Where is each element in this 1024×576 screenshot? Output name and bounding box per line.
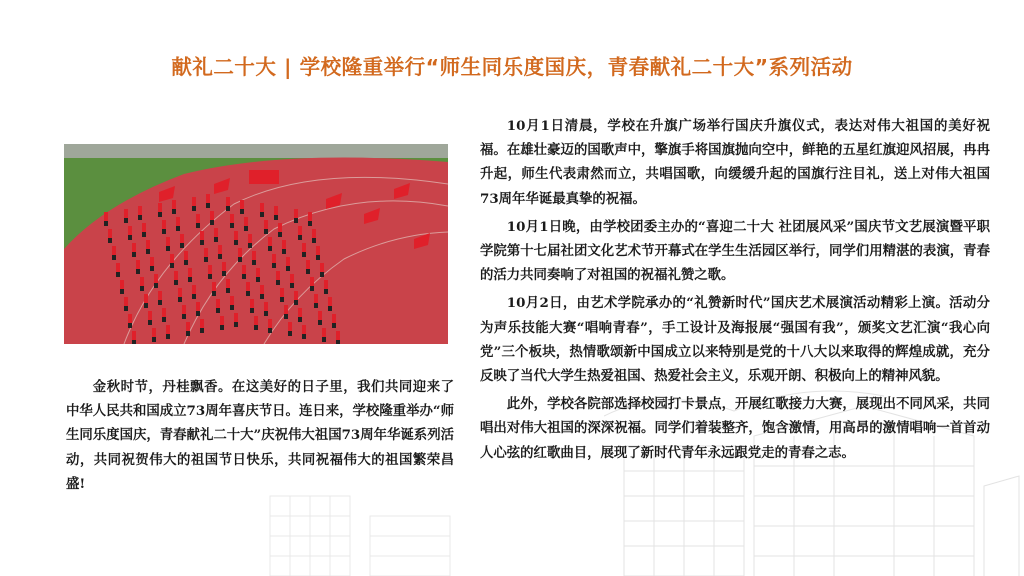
performer-legs bbox=[146, 249, 150, 254]
performer-legs bbox=[278, 232, 282, 237]
performer bbox=[154, 274, 158, 283]
performer-legs bbox=[152, 337, 156, 342]
performer bbox=[268, 319, 272, 328]
performer bbox=[142, 223, 146, 232]
performer-legs bbox=[196, 223, 200, 228]
performer bbox=[152, 328, 156, 337]
performer bbox=[336, 331, 340, 340]
performer bbox=[230, 296, 234, 305]
performer-legs bbox=[124, 218, 128, 223]
performer bbox=[192, 197, 196, 206]
performer-legs bbox=[180, 243, 184, 248]
performer bbox=[176, 217, 180, 226]
performer bbox=[252, 251, 256, 260]
performer-legs bbox=[302, 334, 306, 339]
performer-legs bbox=[302, 252, 306, 257]
performer-legs bbox=[268, 246, 272, 251]
performer bbox=[294, 209, 298, 218]
performer bbox=[104, 212, 108, 221]
performer-legs bbox=[252, 260, 256, 265]
performer-legs bbox=[178, 297, 182, 302]
performer-legs bbox=[150, 266, 154, 271]
performer-legs bbox=[260, 212, 264, 217]
performer bbox=[170, 254, 174, 263]
performer bbox=[128, 226, 132, 235]
performer bbox=[260, 285, 264, 294]
performer-legs bbox=[280, 297, 284, 302]
performer bbox=[208, 265, 212, 274]
page-title: 献礼二十大 | 学校隆重举行“师生同乐度国庆，青春献礼二十大”系列活动 bbox=[171, 55, 853, 79]
performer bbox=[306, 260, 310, 269]
performer bbox=[108, 229, 112, 238]
performer bbox=[158, 203, 162, 212]
performer bbox=[216, 299, 220, 308]
performer-legs bbox=[186, 331, 190, 336]
performer bbox=[280, 288, 284, 297]
performer bbox=[206, 194, 210, 203]
performer bbox=[234, 231, 238, 240]
performer bbox=[116, 263, 120, 272]
performer-legs bbox=[176, 226, 180, 231]
performer bbox=[246, 282, 250, 291]
performer-legs bbox=[322, 337, 326, 342]
performer-legs bbox=[282, 249, 286, 254]
performer-legs bbox=[144, 303, 148, 308]
performer-legs bbox=[318, 320, 322, 325]
performer bbox=[272, 254, 276, 263]
performer bbox=[290, 274, 294, 283]
performer-legs bbox=[220, 325, 224, 330]
performer-legs bbox=[268, 328, 272, 333]
performer-legs bbox=[210, 220, 214, 225]
performer-legs bbox=[154, 283, 158, 288]
paragraph-art-show: 10月2日，由艺术学院承办的“礼赞新时代”国庆艺术展演活动精彩上演。活动分为声乐技能大赛“唱响青春”，手工设计及海报展“强国有我”，颁奖文艺汇演“我心向党”三个板块，热情歌颂新中国成立以来特别是党的十八大以来取得的辉煌成就，充分反映了当代大学生热爱祖国、热爱社会主义，乐观开朗、积极向上的精神风貌。 bbox=[480, 295, 990, 385]
performer-legs bbox=[196, 311, 200, 316]
performer-legs bbox=[172, 209, 176, 214]
performer bbox=[242, 265, 246, 274]
performer bbox=[158, 291, 162, 300]
performer bbox=[174, 271, 178, 280]
performer-legs bbox=[284, 314, 288, 319]
performer bbox=[248, 234, 252, 243]
performer-legs bbox=[158, 300, 162, 305]
paragraph-red-songs: 此外，学校各院部选择校园打卡景点，开展红歌接力大赛，展现出不同风采，共同唱出对伟大祖国的深深祝福。同学们着装整齐，饱含激情，用高昂的激情唱响一首首动人心弦的红歌曲目，展现了新时代青年永远跟党走的青春之志。 bbox=[480, 396, 990, 461]
performer bbox=[124, 209, 128, 218]
performer-legs bbox=[290, 283, 294, 288]
performer-legs bbox=[294, 300, 298, 305]
performer bbox=[180, 234, 184, 243]
performer-legs bbox=[216, 308, 220, 313]
performer bbox=[264, 220, 268, 229]
performer bbox=[212, 282, 216, 291]
performer bbox=[240, 200, 244, 209]
performer-legs bbox=[234, 240, 238, 245]
performer-legs bbox=[272, 263, 276, 268]
performer bbox=[244, 217, 248, 226]
performer-legs bbox=[264, 311, 268, 316]
performer-legs bbox=[200, 328, 204, 333]
photo-large-flag bbox=[249, 170, 279, 184]
performer bbox=[162, 308, 166, 317]
performer bbox=[308, 212, 312, 221]
performer bbox=[188, 268, 192, 277]
performer-legs bbox=[184, 260, 188, 265]
performer-legs bbox=[182, 314, 186, 319]
performer-legs bbox=[276, 280, 280, 285]
performer-legs bbox=[248, 243, 252, 248]
performer-legs bbox=[312, 238, 316, 243]
performer-legs bbox=[306, 269, 310, 274]
performer bbox=[200, 231, 204, 240]
performer bbox=[182, 305, 186, 314]
paragraph-evening-gala: 10月1日晚，由学校团委主办的“喜迎二十大 社团展风采”国庆节文艺展演暨平职学院第十七届社团文化艺术节开幕式在学生生活园区举行，同学们用精湛的表演，青春的活力共同奏响了对祖国的祝福礼赞之歌。 bbox=[480, 218, 990, 284]
performer-legs bbox=[310, 286, 314, 291]
performer bbox=[186, 322, 190, 331]
performer bbox=[324, 280, 328, 289]
performer-legs bbox=[128, 235, 132, 240]
performer bbox=[112, 246, 116, 255]
performer bbox=[166, 325, 170, 334]
performer-legs bbox=[332, 323, 336, 328]
performer-legs bbox=[230, 223, 234, 228]
performer bbox=[332, 314, 336, 323]
performer bbox=[250, 299, 254, 308]
performer-legs bbox=[298, 235, 302, 240]
performer-legs bbox=[148, 320, 152, 325]
performer-legs bbox=[206, 203, 210, 208]
performer bbox=[172, 200, 176, 209]
performer bbox=[276, 271, 280, 280]
performer bbox=[312, 229, 316, 238]
flag-formation-image bbox=[64, 144, 448, 344]
performer bbox=[316, 246, 320, 255]
performer bbox=[166, 237, 170, 246]
performer bbox=[256, 268, 260, 277]
performer bbox=[318, 311, 322, 320]
performer-legs bbox=[244, 226, 248, 231]
performer-legs bbox=[328, 306, 332, 311]
performer bbox=[200, 319, 204, 328]
performer bbox=[254, 316, 258, 325]
performer-legs bbox=[314, 303, 318, 308]
performer-legs bbox=[240, 209, 244, 214]
performer-legs bbox=[226, 288, 230, 293]
performer bbox=[314, 294, 318, 303]
performer-legs bbox=[162, 317, 166, 322]
performer-legs bbox=[308, 221, 312, 226]
performer-legs bbox=[218, 254, 222, 259]
performer-legs bbox=[166, 334, 170, 339]
performer bbox=[294, 291, 298, 300]
performer-legs bbox=[254, 325, 258, 330]
performer bbox=[144, 294, 148, 303]
performer bbox=[210, 211, 214, 220]
performer-legs bbox=[132, 252, 136, 257]
performer-legs bbox=[288, 331, 292, 336]
performer bbox=[286, 257, 290, 266]
performer bbox=[288, 322, 292, 331]
performer-legs bbox=[234, 322, 238, 327]
performer-legs bbox=[138, 215, 142, 220]
performer-legs bbox=[230, 305, 234, 310]
performer-legs bbox=[212, 291, 216, 296]
performer bbox=[178, 288, 182, 297]
performer-legs bbox=[226, 206, 230, 211]
performer-legs bbox=[260, 294, 264, 299]
performer-legs bbox=[108, 238, 112, 243]
performer-legs bbox=[174, 280, 178, 285]
performer-legs bbox=[256, 277, 260, 282]
performer-legs bbox=[136, 269, 140, 274]
performer bbox=[234, 313, 238, 322]
performer-legs bbox=[238, 257, 242, 262]
performer-legs bbox=[112, 255, 116, 260]
photo-stands bbox=[64, 144, 448, 158]
performer bbox=[284, 305, 288, 314]
performer bbox=[278, 223, 282, 232]
performer bbox=[302, 243, 306, 252]
performer-legs bbox=[132, 340, 136, 344]
performer-legs bbox=[208, 274, 212, 279]
performer bbox=[192, 285, 196, 294]
performer bbox=[302, 325, 306, 334]
performer bbox=[282, 240, 286, 249]
performer bbox=[218, 245, 222, 254]
performer bbox=[138, 206, 142, 215]
performer bbox=[196, 302, 200, 311]
performer bbox=[148, 311, 152, 320]
performer bbox=[128, 314, 132, 323]
performer-legs bbox=[214, 237, 218, 242]
performer bbox=[274, 206, 278, 215]
performer bbox=[268, 237, 272, 246]
performer-legs bbox=[162, 229, 166, 234]
performer-legs bbox=[286, 266, 290, 271]
performer-legs bbox=[320, 272, 324, 277]
performer bbox=[298, 308, 302, 317]
performer bbox=[310, 277, 314, 286]
paragraph-flag-ceremony: 10月1日清晨，学校在升旗广场举行国庆升旗仪式，表达对伟大祖国的美好祝福。在雄壮豪迈的国歌声中，擎旗手将国旗抛向空中，鲜艳的五星红旗迎风招展，冉冉升起，师生代表肃然而立，共唱国歌，向缓缓升起的国旗行注目礼，送上对伟大祖国73周年华诞最真挚的祝福。 bbox=[480, 118, 990, 207]
event-photo bbox=[64, 144, 448, 344]
performer bbox=[298, 226, 302, 235]
performer bbox=[132, 331, 136, 340]
performer-legs bbox=[246, 291, 250, 296]
performer-legs bbox=[274, 215, 278, 220]
performer bbox=[214, 228, 218, 237]
performer-legs bbox=[200, 240, 204, 245]
performer bbox=[220, 316, 224, 325]
performer bbox=[196, 214, 200, 223]
performer bbox=[222, 262, 226, 271]
performer bbox=[226, 279, 230, 288]
performer-legs bbox=[104, 221, 108, 226]
performer-legs bbox=[158, 212, 162, 217]
intro-paragraph: 金秋时节，丹桂飘香。在这美好的日子里，我们共同迎来了中华人民共和国成立73周年喜庆节日。连日来，学校隆重举办“师生同乐度国庆，青春献礼二十大”庆祝伟大祖国73周年华诞系列活动，共同祝贺伟大的祖国节日快乐，共同祝福伟大的祖国繁荣昌盛! bbox=[66, 379, 454, 492]
performer-legs bbox=[140, 286, 144, 291]
performer bbox=[162, 220, 166, 229]
performer-legs bbox=[316, 255, 320, 260]
performer-legs bbox=[170, 263, 174, 268]
performer bbox=[204, 248, 208, 257]
performer-legs bbox=[336, 340, 340, 344]
performer bbox=[320, 263, 324, 272]
performer bbox=[226, 197, 230, 206]
article-body bbox=[480, 114, 990, 469]
performer-legs bbox=[142, 232, 146, 237]
performer bbox=[260, 203, 264, 212]
performer bbox=[124, 297, 128, 306]
performer-legs bbox=[264, 229, 268, 234]
performer-legs bbox=[128, 323, 132, 328]
performer-legs bbox=[250, 308, 254, 313]
performer bbox=[230, 214, 234, 223]
performer-legs bbox=[188, 277, 192, 282]
performer bbox=[150, 257, 154, 266]
performer bbox=[146, 240, 150, 249]
performer-legs bbox=[124, 306, 128, 311]
performer bbox=[184, 251, 188, 260]
performer bbox=[238, 248, 242, 257]
performer-legs bbox=[192, 206, 196, 211]
performer-legs bbox=[242, 274, 246, 279]
performer bbox=[264, 302, 268, 311]
performer-legs bbox=[298, 317, 302, 322]
performer bbox=[132, 243, 136, 252]
performer bbox=[136, 260, 140, 269]
performer-legs bbox=[222, 271, 226, 276]
performer-legs bbox=[166, 246, 170, 251]
performer bbox=[120, 280, 124, 289]
performer-legs bbox=[116, 272, 120, 277]
performer-legs bbox=[192, 294, 196, 299]
performer-legs bbox=[204, 257, 208, 262]
performer-legs bbox=[120, 289, 124, 294]
performer bbox=[322, 328, 326, 337]
performer bbox=[140, 277, 144, 286]
performer bbox=[328, 297, 332, 306]
performer-legs bbox=[324, 289, 328, 294]
performer-legs bbox=[294, 218, 298, 223]
